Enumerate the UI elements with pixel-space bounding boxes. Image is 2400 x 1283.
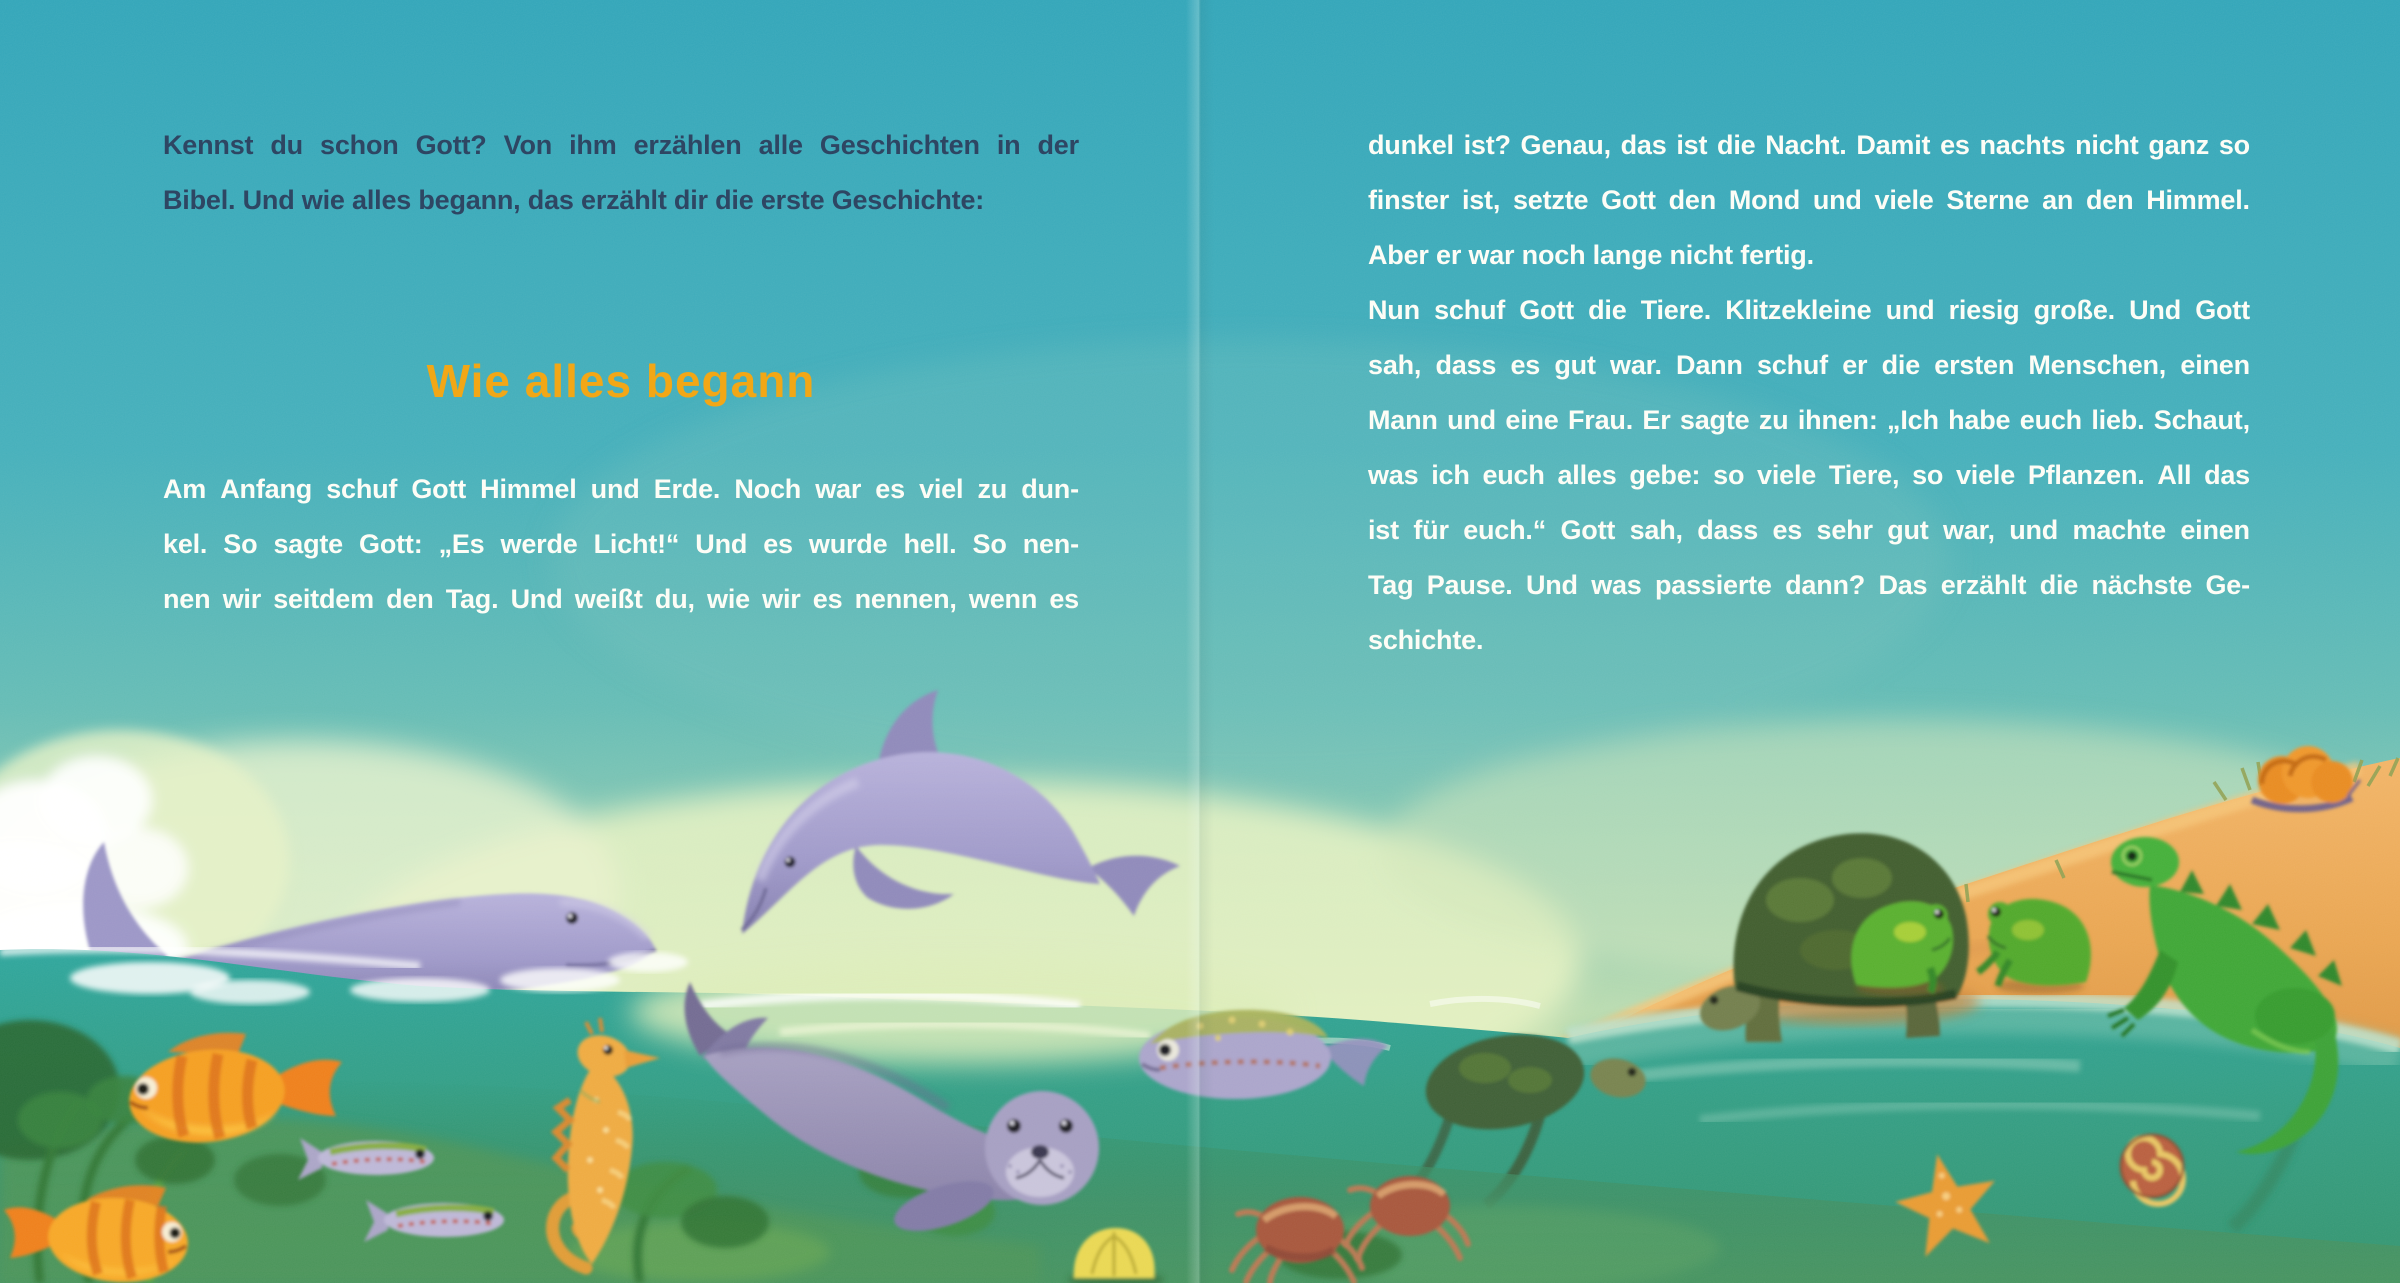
story-line: Bibel. Und wie alles begann, das erzählt dir die erste Geschichte: [163,185,985,215]
story-line: finster ist, setzte Gott den Mond und viele Sterne an den Himmel. [1368,185,2250,215]
story-line: Aber er war noch lange nicht fertig. [1368,240,1814,270]
right-page-paragraph [1368,118,2250,668]
story-line: nen wir seitdem den Tag. Und weißt du, wie wir es nennen, wenn es [163,584,1079,614]
story-line: kel. So sagte Gott: „Es werde Licht!“ Und es wurde hell. So nen- [163,529,1079,559]
story-line: Am Anfang schuf Gott Himmel und Erde. Noch war es viel zu dun- [163,474,1079,504]
story-line: ist für euch.“ Gott sah, dass es sehr gut war, und machte einen [1368,515,2250,545]
story-line: sah, dass es gut war. Dann schuf er die ersten Menschen, einen [1368,350,2250,380]
story-line: dunkel ist? Genau, das ist die Nacht. Damit es nachts nicht ganz so [1368,130,2250,160]
story-line: Mann und eine Frau. Er sagte zu ihnen: „Ich habe euch lieb. Schaut, [1368,405,2250,435]
story-line: schichte. [1368,625,1484,655]
left-page-intro [163,118,1079,228]
story-line: Nun schuf Gott die Tiere. Klitzekleine und riesig große. Und Gott [1368,295,2250,325]
chapter-heading: Wie alles begann [426,355,816,407]
story-line: was ich euch alles gebe: so viele Tiere, so viele Pflanzen. All das [1368,460,2250,490]
story-line: Kennst du schon Gott? Von ihm erzählen alle Geschichten in der [163,130,1079,160]
left-page-paragraph [163,462,1079,627]
story-line: Tag Pause. Und was passierte dann? Das erzählt die nächste Ge- [1368,570,2250,600]
